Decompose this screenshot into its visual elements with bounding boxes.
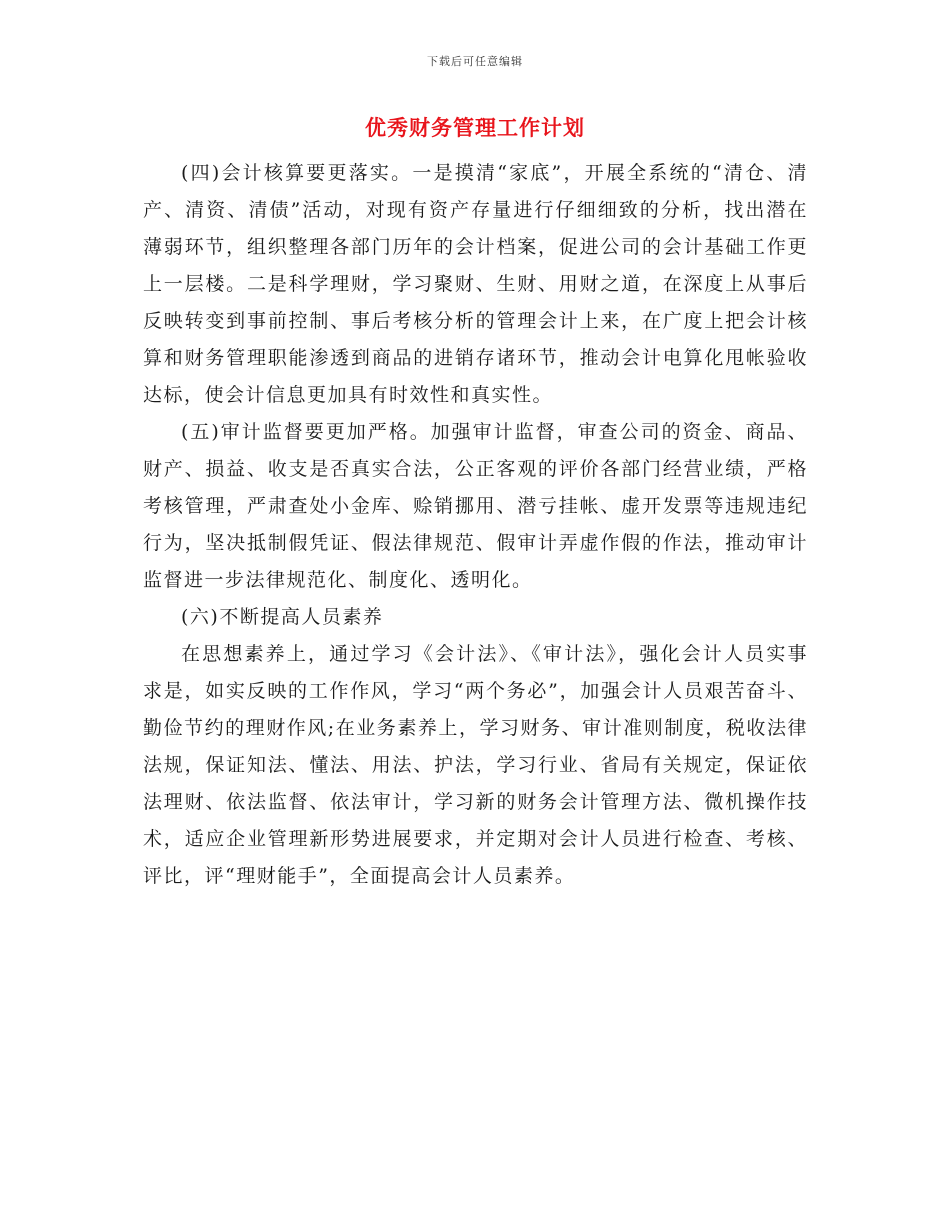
paragraph-quality-heading: (六)不断提高人员素养 (181, 606, 384, 628)
paragraph-accounting: (四)会计核算要更落实。一是摸清“家底”，开展全系统的“清仓、清产、清资、清债”活动，对现有资产存量进行仔细细致的分析，找出潜在薄弱环节，组织整理各部门历年的会计档案，促进公司的会计基础工作更上一层楼。二是科学理财，学习聚财、生财、用财之道，在深度上从事后反映转变到事前控制、事后考核分析的管理会计上来，在广度上把会计核算和财务管理职能渗透到商品的进销存诸环节，推动会计电算化甩帐验收达标，使会计信息更加具有时效性和真实性。 (143, 162, 808, 406)
paragraph-audit: (五)审计监督要更加严格。加强审计监督，审查公司的资金、商品、财产、损益、收支是否真实合法，公正客观的评价各部门经营业绩，严格考核管理，严肃查处小金库、赊销挪用、潜亏挂帐、虚开发票等违规违纪行为，坚决抵制假凭证、假法律规范、假审计弄虚作假的作法，推动审计监督进一步法律规范化、制度化、透明化。 (143, 421, 808, 591)
paragraph-quality: 在思想素养上，通过学习《会计法》、《审计法》，强化会计人员实事求是，如实反映的工作作风，学习“两个务必”，加强会计人员艰苦奋斗、勤俭节约的理财作风;在业务素养上，学习财务、审计准则制度，税收法律法规，保证知法、懂法、用法、护法，学习行业、省局有关规定，保证依法理财、依法监督、依法审计，学习新的财务会计管理方法、微机操作技术，适应企业管理新形势进展要求，并定期对会计人员进行检查、考核、评比，评“理财能手”，全面提高会计人员素养。 (143, 643, 808, 887)
document-title: 优秀财务管理工作计划 (365, 115, 585, 140)
header-note: 下载后可任意编辑 (427, 55, 523, 68)
document-body (143, 155, 808, 895)
